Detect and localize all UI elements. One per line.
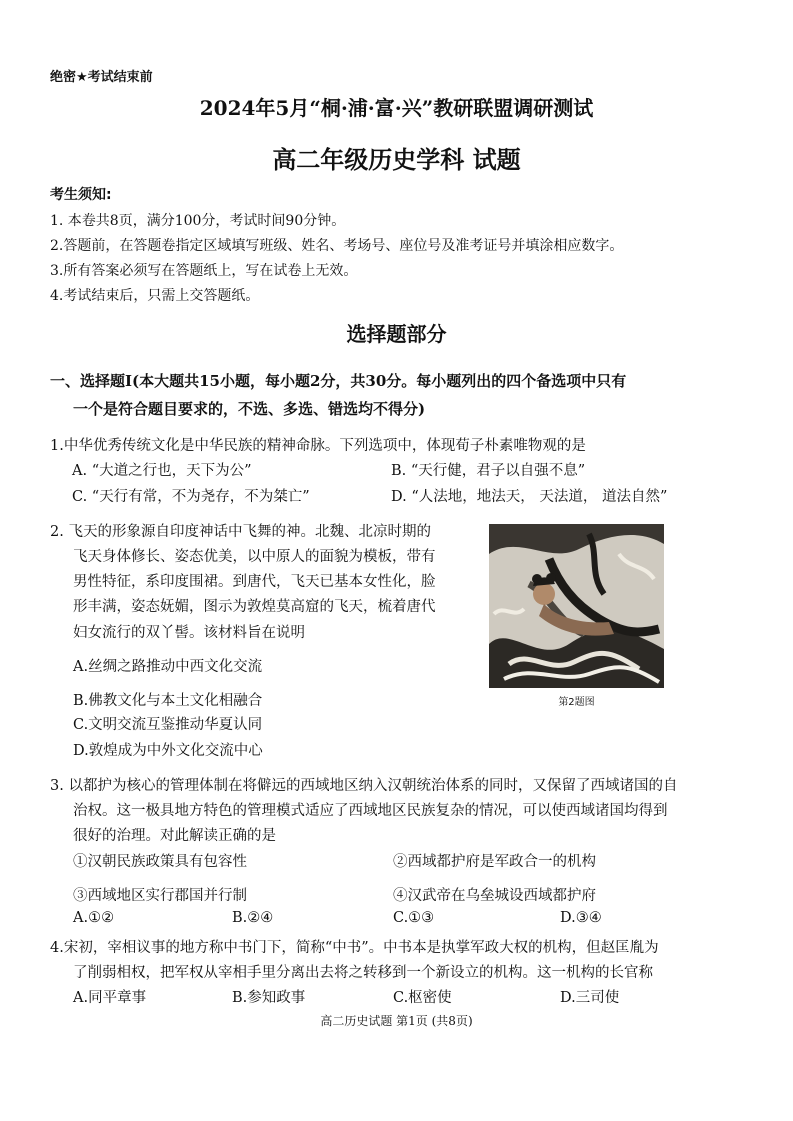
q4-option-c: C.枢密使: [393, 990, 452, 1006]
question-2-stem-line: 男性特征，系印度围裙。到唐代，飞天已基本女性化，脸: [73, 574, 436, 590]
flying-apsara-illustration: [489, 524, 664, 688]
secret-label: 绝密★考试结束前: [50, 70, 153, 85]
q2-option-d: D.敦煌成为中外文化交流中心: [73, 743, 263, 759]
q1-option-a: A. “大道之行也，天下为公”: [72, 463, 252, 479]
q3-option-a: A.①②: [73, 910, 115, 926]
question-2-stem-line: 飞天身体修长、姿态优美，以中原人的面貌为模板，带有: [73, 549, 436, 565]
question-2-stem-line: 形丰满，姿态妩媚，图示为敦煌莫高窟的飞天，梳着唐代: [73, 599, 436, 615]
question-3-stem-line: 很好的治理。对此解读正确的是: [73, 828, 276, 844]
q1-option-c: C. “天行有常，不为尧存，不为桀亡”: [72, 489, 310, 505]
q3-option-c: C.①③: [393, 910, 435, 926]
notice-item: 3.所有答案必须写在答题纸上，写在试卷上无效。: [50, 263, 358, 279]
notice-item: 2.答题前，在答题卷指定区域填写班级、姓名、考场号、座位号及准考证号并填涂相应数字。: [50, 238, 624, 254]
question-4-stem-line: 4.宋初，宰相议事的地方称中书门下，简称“中书”。中书本是执掌军政大权的机构，但赵匡胤为: [50, 940, 659, 956]
question-2-stem-line: 2. 飞天的形象源自印度神话中飞舞的神。北魏、北凉时期的: [50, 524, 431, 540]
notice-item: 4.考试结束后，只需上交答题纸。: [50, 288, 260, 304]
notice-item: 1. 本卷共8页，满分100分，考试时间90分钟。: [50, 213, 346, 229]
q3-statement-4: ④汉武帝在乌垒城设西域都护府: [393, 888, 596, 904]
part-instructions-cont: 一个是符合题目要求的，不选、多选、错选均不得分): [73, 400, 426, 418]
question-1-stem: 1.中华优秀传统文化是中华民族的精神命脉。下列选项中，体现荀子朴素唯物观的是: [50, 438, 586, 454]
q3-statement-3: ③西域地区实行郡国并行制: [73, 888, 247, 904]
subject-title: 高二年级历史学科 试题: [272, 145, 521, 174]
q2-option-c: C.文明交流互鉴推动华夏认同: [73, 717, 263, 733]
notice-heading: 考生须知:: [50, 187, 112, 203]
q4-option-b: B.参知政事: [232, 990, 306, 1006]
question-3-stem-line: 治权。这一极具地方特色的管理模式适应了西域地区民族复杂的情况，可以使西域诸国均得到: [73, 803, 668, 819]
figure-caption: 第2题图: [558, 697, 595, 708]
q3-statement-2: ②西域都护府是军政合一的机构: [393, 854, 596, 870]
page-footer: 高二历史试题 第1页 (共8页): [320, 1014, 473, 1028]
question-2-stem-line: 妇女流行的双丫髻。该材料旨在说明: [73, 625, 305, 641]
q4-option-d: D.三司使: [560, 990, 620, 1006]
question-4-stem-line: 了削弱相权，把军权从宰相手里分离出去将之转移到一个新设立的机构。这一机构的长官称: [73, 965, 653, 981]
q3-statement-1: ①汉朝民族政策具有包容性: [73, 854, 247, 870]
question-3-stem-line: 3. 以都护为核心的管理体制在将僻远的西域地区纳入汉朝统治体系的同时，又保留了西域诸国的自: [50, 778, 678, 794]
part-instructions: 一、选择题Ⅰ(本大题共15小题，每小题2分，共30分。每小题列出的四个备选项中只有: [50, 372, 627, 390]
q1-option-b: B. “天行健，君子以自强不息”: [391, 463, 586, 479]
q3-option-d: D.③④: [560, 910, 602, 926]
q2-option-a: A.丝绸之路推动中西文化交流: [73, 659, 263, 675]
q4-option-a: A.同平章事: [73, 990, 147, 1006]
q3-option-b: B.②④: [232, 910, 274, 926]
section-title: 选择题部分: [346, 322, 447, 346]
apsara-mural-image: [489, 524, 664, 688]
exam-title: 2024年5月“桐·浦·富·兴”教研联盟调研测试: [199, 96, 594, 120]
q2-option-b: B.佛教文化与本土文化相融合: [73, 693, 263, 709]
q1-option-d: D. “人法地，地法天， 天法道， 道法自然”: [391, 489, 668, 505]
